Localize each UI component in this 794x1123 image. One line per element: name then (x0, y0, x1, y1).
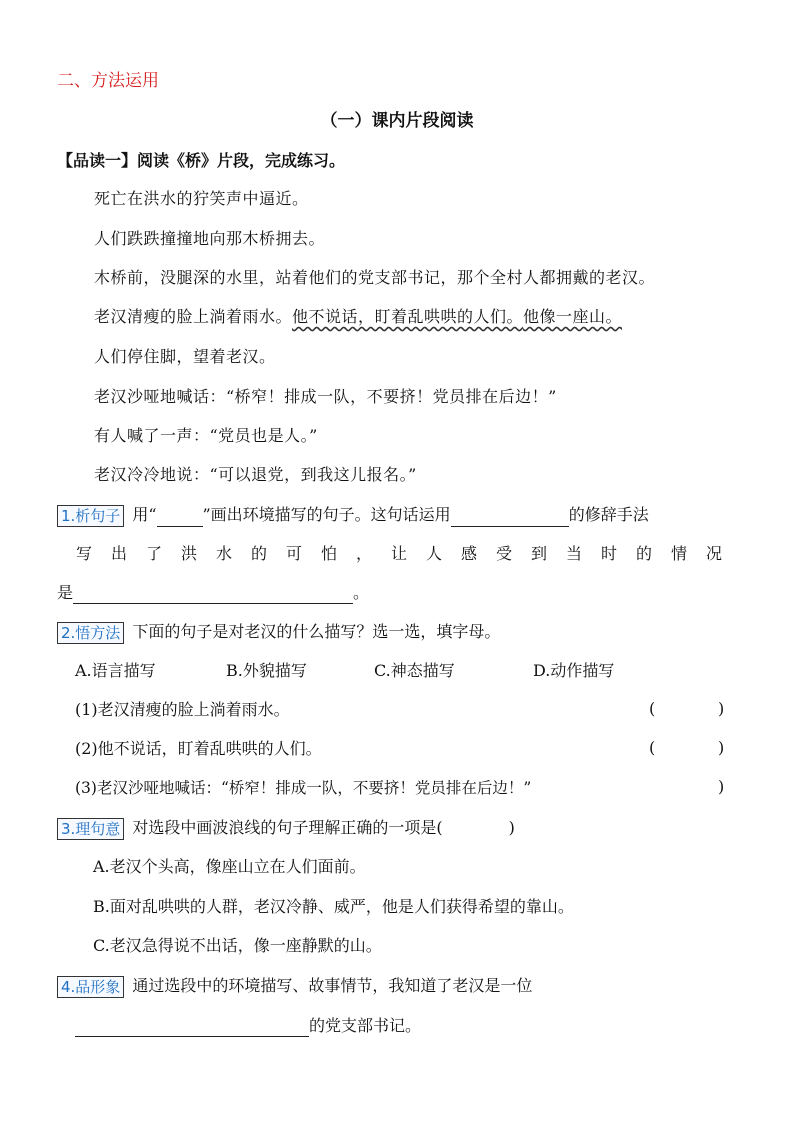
answer-paren-open[interactable]: ( (649, 738, 656, 757)
question-text: 下面的句子是对老汉的什么描写？选一选，填字母。 (132, 622, 501, 641)
answer-paren-open[interactable]: ( (649, 699, 656, 718)
passage-line: 人们停住脚，望着老汉。 (94, 347, 276, 366)
question-tag: 3.理句意 (57, 818, 124, 840)
option-b: B.外貌描写 (226, 661, 307, 680)
q2-item-3: (3)老汉沙哑地喊话：“桥窄！排成一队，不要挤！党员排在后边！” (75, 779, 532, 797)
answer-blank[interactable] (75, 1020, 309, 1037)
reading-header: 【品读一】阅读《桥》片段，完成练习。 (57, 151, 346, 170)
passage-sentence: 老汉清瘦的脸上淌着雨水。 (94, 307, 293, 326)
passage-line: 老汉冷冷地说：“可以退党，到我这儿报名。” (94, 465, 417, 484)
passage-line: 死亡在洪水的狞笑声中逼近。 (94, 189, 309, 208)
question-tag: 1.析句子 (57, 505, 124, 527)
answer-paren-close: ) (718, 738, 725, 757)
passage-line: 有人喊了一声：“党员也是人。” (94, 426, 318, 445)
wavy-underlined-sentence: 他像一座山。 (523, 307, 623, 326)
answer-blank[interactable] (73, 587, 353, 604)
question-3 (57, 817, 515, 840)
question-text: 。 (353, 583, 370, 602)
option-d: D.动作描写 (533, 661, 615, 680)
passage-line: 木桥前，没腿深的水里，站着他们的党支部书记，那个全村人都拥戴的老汉。 (94, 268, 656, 287)
option-c: C.神态描写 (374, 661, 455, 680)
question-2 (57, 621, 500, 644)
section-title: 二、方法运用 (57, 71, 159, 91)
q3-option-a: A.老汉个头高，像座山立在人们面前。 (93, 857, 366, 876)
question-tag: 2.悟方法 (57, 622, 124, 644)
q3-option-c: C.老汉急得说不出话，像一座静默的山。 (93, 936, 382, 955)
question-text: 用“ (132, 505, 157, 524)
question-tag: 4.品形象 (57, 976, 124, 998)
question-text: ) (508, 818, 515, 837)
question-text: 的修辞手法 (568, 505, 649, 524)
passage-line: 人们跌跌撞撞地向那木桥拥去。 (94, 229, 326, 248)
question-4-line-2 (75, 1015, 421, 1037)
question-text: 是 (57, 583, 74, 602)
question-4 (57, 975, 532, 998)
question-1-line-2: 写出了洪水的可怕，让人感受到当时的情况 (76, 544, 742, 563)
option-a: A.语言描写 (75, 661, 156, 680)
q3-option-b: B.面对乱哄哄的人群，老汉冷静、威严，他是人们获得希望的靠山。 (93, 897, 574, 916)
q2-item-1: (1)老汉清瘦的脸上淌着雨水。 (75, 700, 290, 719)
question-text: 对选段中画波浪线的句子理解正确的一项是( (132, 818, 443, 837)
subtitle: （一）课内片段阅读 (320, 111, 474, 131)
question-text: ”画出环境描写的句子。这句话运用 (202, 505, 451, 524)
passage-line: 老汉沙哑地喊话：“桥窄！排成一队，不要挤！党员排在后边！” (94, 387, 557, 406)
question-text: 通过选段中的环境描写、故事情节，我知道了老汉是一位 (132, 976, 533, 995)
question-1 (57, 504, 649, 527)
q2-item-2: (2)他不说话，盯着乱哄哄的人们。 (75, 739, 322, 758)
passage-line (94, 306, 622, 328)
wavy-underlined-sentence: 他不说话，盯着乱哄哄的人们。 (292, 307, 524, 326)
question-text: 的党支部书记。 (309, 1016, 422, 1035)
answer-paren-close: ) (718, 699, 725, 718)
question-1-line-3 (57, 582, 369, 604)
answer-blank[interactable] (451, 510, 569, 527)
answer-blank[interactable] (157, 510, 203, 527)
answer-paren-close: ) (718, 777, 725, 796)
